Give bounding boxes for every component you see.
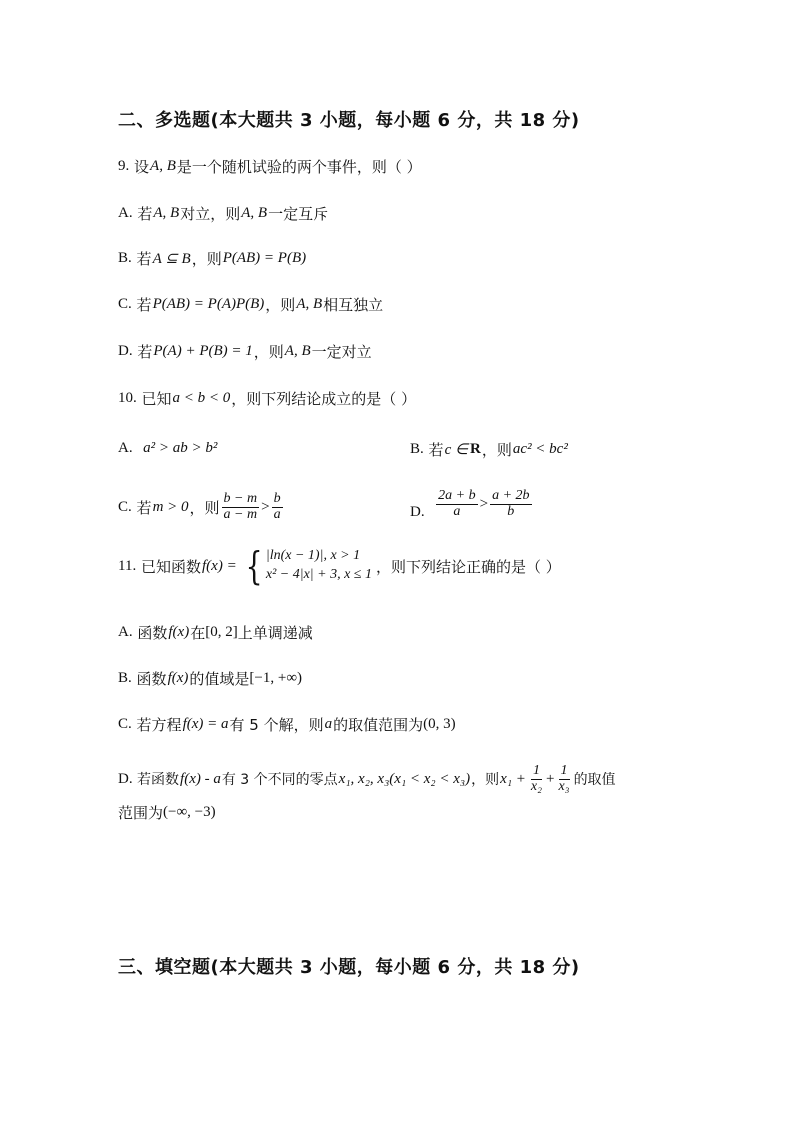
math-text: 是一个随机试验的两个事件，则（ ） — [176, 158, 422, 176]
math-text: 1 — [532, 763, 540, 778]
math-text: 若 — [137, 205, 153, 223]
q9-option-b — [118, 248, 307, 269]
math-text: f(x) — [167, 670, 189, 686]
math-text: a — [324, 716, 333, 732]
math-text: x₃ — [558, 778, 570, 794]
q11-option-a — [118, 622, 313, 643]
math-text: b — [507, 504, 515, 519]
math-text: x² − 4|x| + 3, x ≤ 1 — [265, 567, 372, 582]
q9-option-d — [118, 341, 372, 362]
math-text: ，则下列结论成立的是（ ） — [231, 390, 417, 408]
q10-option-c — [118, 492, 285, 522]
math-text — [222, 492, 260, 522]
math-text: P(AB) = P(A)P(B) — [152, 296, 265, 312]
math-text: 若方程 — [136, 716, 182, 734]
q10-option-b — [410, 439, 569, 460]
q9-option-c — [118, 294, 383, 315]
math-text — [529, 764, 544, 794]
math-text — [490, 489, 531, 519]
math-text: A ⊆ B — [152, 251, 191, 267]
math-text: 范围为 — [118, 804, 164, 822]
math-text: > — [261, 498, 270, 515]
section-title-fill-in-blank: 三、填空题(本大题共 3 小题，每小题 6 分，共 18 分) — [118, 957, 580, 978]
math-text: A. — [118, 205, 133, 221]
math-text: 2a + b — [438, 488, 476, 504]
math-text: 若 — [136, 250, 152, 268]
question-number: 9. — [118, 158, 130, 174]
math-text: (0, 3) — [423, 716, 456, 732]
math-text: B. — [118, 250, 132, 266]
math-text: ，则下列结论正确的是（ ） — [376, 557, 561, 576]
math-text: ，则 — [471, 772, 500, 789]
math-text: B. — [410, 441, 424, 457]
q10-option-a — [118, 439, 218, 457]
q9-option-a — [118, 203, 328, 224]
math-text: 已知 — [141, 390, 172, 408]
math-text: 设 — [134, 158, 150, 176]
question-number: 10. — [118, 390, 137, 406]
section-title-multiple-choice: 二、多选题(本大题共 3 小题，每小题 6 分，共 18 分) — [118, 110, 580, 131]
math-text — [272, 492, 283, 522]
math-text: A, B — [153, 205, 180, 221]
question-11-stem — [118, 544, 561, 588]
math-text: a — [273, 506, 281, 522]
math-text: m > 0 — [152, 498, 189, 515]
math-text: C. — [118, 498, 132, 515]
math-text: A, B — [296, 296, 323, 312]
math-text: |ln(x − 1)|, x > 1 — [265, 548, 361, 564]
question-10-stem — [118, 388, 416, 409]
math-text: [−1, +∞) — [249, 670, 303, 686]
math-text: 1 — [560, 763, 568, 778]
math-text: C. — [118, 716, 132, 732]
math-text: 若 — [136, 296, 152, 314]
math-text: f(x) - a — [180, 770, 221, 787]
math-text: x₂ — [530, 778, 542, 794]
brace-glyph: { — [245, 544, 263, 588]
math-text: 上单调递减 — [237, 624, 313, 642]
math-text: A. — [118, 439, 133, 456]
math-text: x₁, x₂, x₃(x₁ < x₂ < x₃) — [338, 770, 471, 787]
math-text: [0, 2] — [205, 624, 238, 640]
math-text: D. — [118, 770, 133, 787]
q11-option-b — [118, 668, 302, 689]
q11-option-c — [118, 714, 456, 735]
math-text: 的值域是 — [189, 670, 250, 688]
math-text: b − m — [223, 491, 258, 506]
math-text: c ∈ — [444, 442, 469, 458]
q11-option-d-continued — [118, 802, 216, 823]
math-text — [266, 547, 372, 585]
math-text: 的取值 — [573, 772, 616, 789]
math-text: ，则 — [481, 441, 512, 459]
math-text: A, B — [150, 158, 176, 174]
math-text: a + 2b — [492, 488, 530, 504]
math-text: 函数 — [136, 670, 167, 688]
math-text: 有 3 个不同的零点 — [221, 772, 338, 789]
math-text: ac² < bc² — [512, 441, 568, 457]
math-text: 函数 — [137, 624, 168, 642]
math-text: P(AB) = P(B) — [222, 250, 307, 266]
q11-option-d — [118, 764, 616, 794]
math-text — [556, 764, 571, 794]
math-text: 若 — [137, 343, 153, 361]
math-text: x₁ + — [500, 770, 526, 787]
math-text: a − m — [223, 506, 258, 522]
math-text: b — [273, 491, 281, 506]
math-text: ，则 — [265, 296, 296, 314]
math-text: 若函数 — [137, 772, 180, 789]
math-text: + — [546, 770, 555, 787]
math-text: 若 — [428, 441, 444, 459]
question-number: 11. — [118, 557, 137, 574]
math-text: A, B — [241, 205, 268, 221]
math-text: a — [453, 504, 461, 519]
math-text: ，则 — [191, 250, 222, 268]
math-text: f(x) = — [202, 557, 237, 574]
math-text: 的取值范围为 — [333, 716, 424, 734]
math-text: ，则 — [189, 498, 220, 517]
math-text: a < b < 0 — [172, 390, 231, 406]
math-text: P(A) + P(B) = 1 — [153, 343, 253, 359]
math-text: (−∞, −3) — [163, 804, 216, 820]
math-text: ，则 — [253, 343, 284, 361]
math-text: 一定对立 — [311, 343, 372, 361]
math-text: 一定互斥 — [268, 205, 329, 223]
math-text — [436, 489, 477, 519]
math-text: C. — [118, 296, 132, 312]
math-text: B. — [118, 670, 132, 686]
math-text: f(x) = a — [182, 716, 229, 732]
q10-option-d — [410, 488, 534, 521]
math-text: 对立，则 — [180, 205, 241, 223]
math-text: 有 5 个解，则 — [229, 716, 324, 734]
math-text: f(x) — [168, 624, 190, 640]
math-text: 若 — [136, 498, 152, 517]
math-text: A, B — [284, 343, 311, 359]
math-text: 已知函数 — [140, 557, 201, 576]
math-text: D. — [118, 343, 133, 359]
question-9-stem — [118, 156, 422, 177]
math-text: A. — [118, 624, 133, 640]
math-text: R — [470, 441, 481, 457]
math-text: a² > ab > b² — [143, 439, 218, 456]
math-text: D. — [410, 504, 425, 520]
math-text: > — [479, 496, 489, 512]
piecewise-function — [242, 544, 372, 588]
math-text: 在 — [190, 624, 206, 642]
math-text: 相互独立 — [323, 296, 384, 314]
